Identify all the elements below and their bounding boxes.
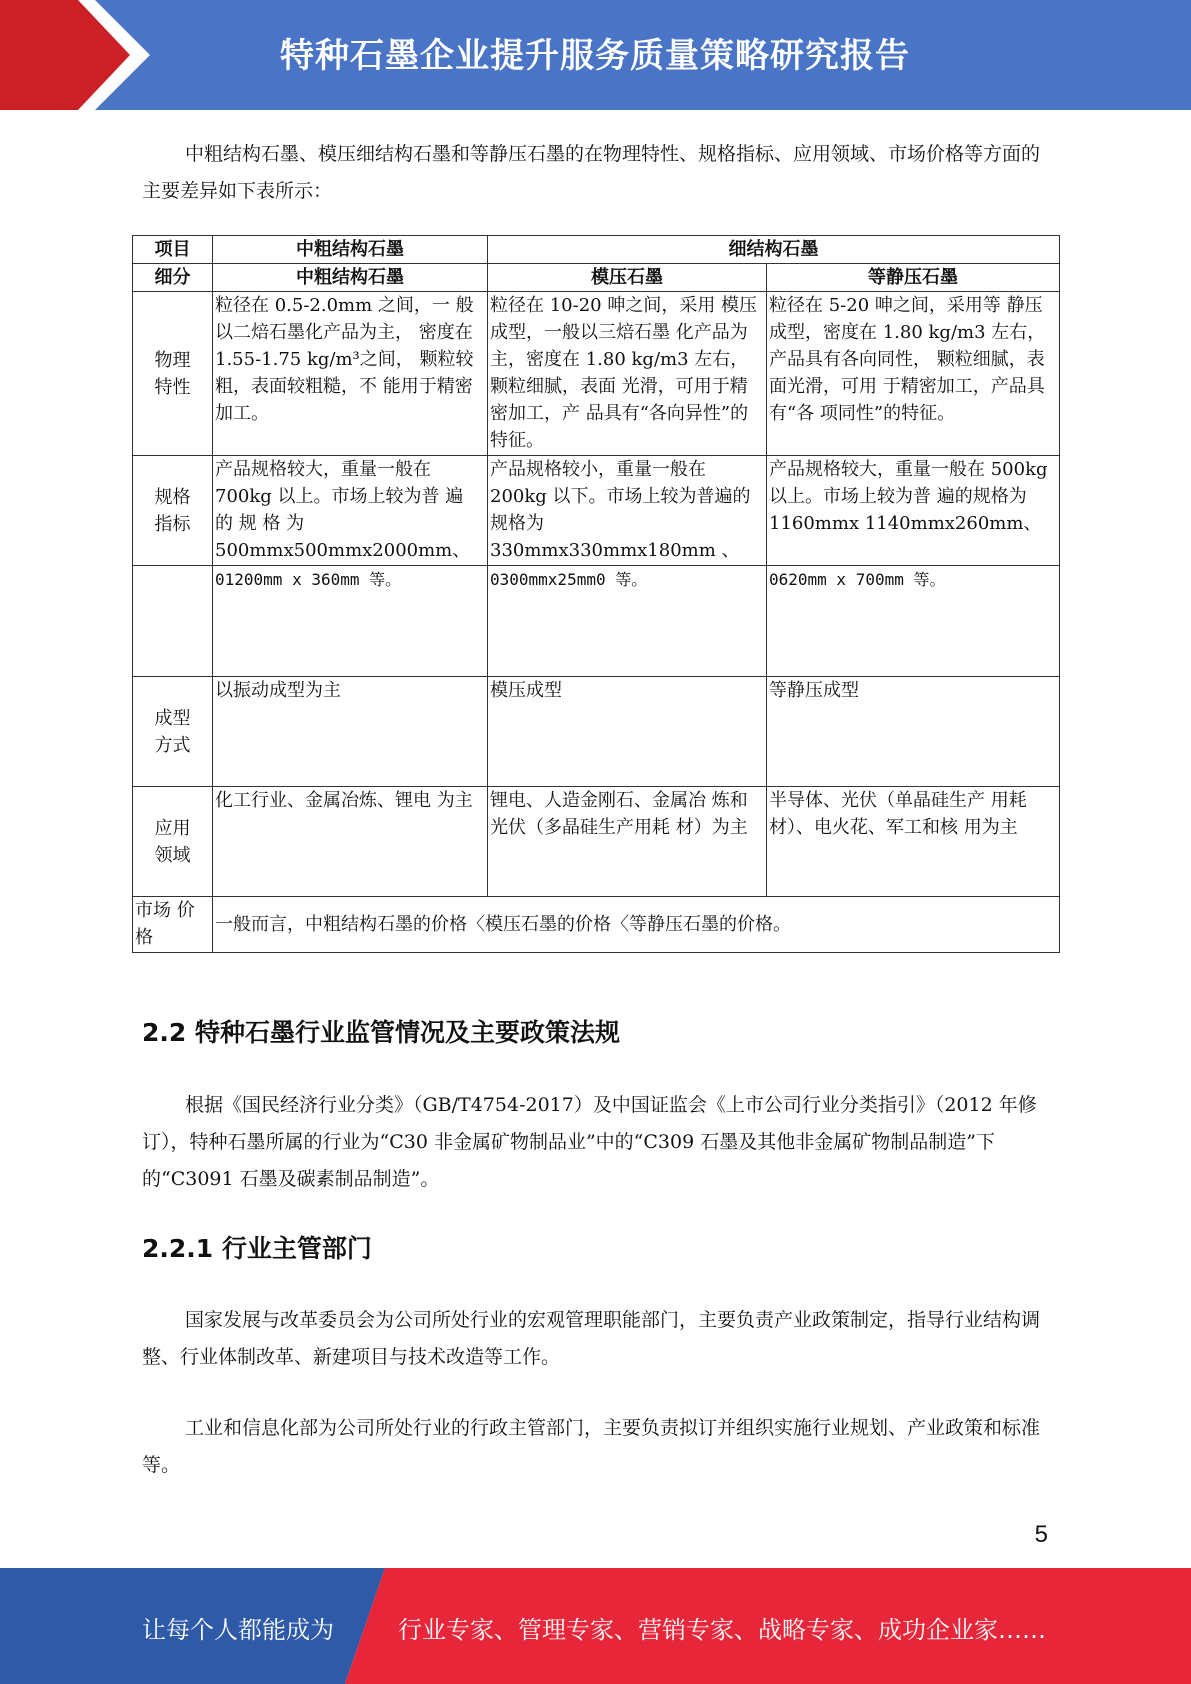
report-title: 特种石墨企业提升服务质量策略研究报告: [280, 36, 910, 76]
cell-coarse: 01200mm x 360mm 等。: [213, 566, 488, 677]
footer-slogan-left: 让每个人都能成为: [142, 1616, 334, 1644]
cell-iso: 等静压成型: [767, 677, 1060, 787]
table-row: [133, 787, 1060, 897]
cell-molded: 锂电、人造金刚石、金属冶 炼和光伏（多晶硅生产用耗 材）为主: [488, 787, 767, 897]
row-label: [133, 566, 213, 677]
section-2-2-1-paragraph-2: 工业和信息化部为公司所处行业的行政主管部门，主要负责拟订并组织实施行业规划、产业政策和标准等。: [142, 1417, 1041, 1476]
footer-slogan-right: 行业专家、管理专家、营销专家、战略专家、成功企业家……: [398, 1616, 1046, 1644]
subheader-coarse: 中粗结构石墨: [213, 264, 488, 292]
cell-molded: 模压成型: [488, 677, 767, 787]
row-label: 成型 方式: [133, 677, 213, 787]
cell-coarse: 以振动成型为主: [213, 677, 488, 787]
cell-iso: 半导体、光伏（单晶硅生产 用耗材）、电火花、军工和核 用为主: [767, 787, 1060, 897]
cell-iso: 产品规格较大，重量一般在 500kg 以上。市场上较为普 遍的规格为 1160mmx 1140mmx260mm、: [767, 456, 1060, 566]
row-label: 应用 领域: [133, 787, 213, 897]
header-item: 项目: [133, 236, 213, 264]
table-row: [133, 677, 1060, 787]
cell-coarse: 化工行业、金属冶炼、锂电 为主: [213, 787, 488, 897]
section-2-2-paragraph: 根据《国民经济行业分类》（GB/T4754-2017）及中国证监会《上市公司行业分类指引》（2012 年修订），特种石墨所属的行业为“C30 非金属矿物制品业”中的“C309 石墨及其他非金属矿物制品制造”下的“C3091 石墨及碳素制品制造”。: [142, 1094, 1037, 1190]
cell-molded: 0300mmx25mm0 等。: [488, 566, 767, 677]
cell-coarse: 粒径在 0.5-2.0mm 之间，一 般以二焙石墨化产品为主， 密度在 1.55-1.75 kg/m³之间， 颗粒较粗，表面较粗糙，不 能用于精密加工。: [213, 292, 488, 456]
cell-iso: 粒径在 5-20 呻之间，采用等 静压成型，密度在 1.80 kg/m3 左右，产品具有各向同性， 颗粒细腻，表面光滑，可用 于精密加工，产品具有“各 项同性”的特征。: [767, 292, 1060, 456]
cell-molded: 产品规格较小，重量一般在 200kg 以下。市场上较为普遍的规格为 330mmx330mmx180mm 、: [488, 456, 767, 566]
table-subheader-row: [133, 264, 1060, 292]
row-label: 物理 特性: [133, 292, 213, 456]
row-label-price: 市场 价格: [133, 897, 213, 953]
table-row: [133, 292, 1060, 456]
row-label: 规格 指标: [133, 456, 213, 566]
header-fine: 细结构石墨: [488, 236, 1060, 264]
table-header-row: [133, 236, 1060, 264]
table-row: [133, 566, 1060, 677]
page-number: 5: [1034, 1521, 1048, 1548]
cell-coarse: 产品规格较大，重量一般在 700kg 以上。市场上较为普 遍 的 规 格 为 500mmx500mmx2000mm、: [213, 456, 488, 566]
section-heading-2-2: 2.2 特种石墨行业监管情况及主要政策法规: [142, 1018, 620, 1047]
graphite-comparison-table: [132, 235, 1060, 953]
section-2-2-1-paragraph-1: 国家发展与改革委员会为公司所处行业的宏观管理职能部门，主要负责产业政策制定，指导行业结构调整、行业体制改革、新建项目与技术改造等工作。: [142, 1309, 1041, 1368]
subheader-molded: 模压石墨: [488, 264, 767, 292]
page-header: [0, 0, 1191, 110]
header-coarse: 中粗结构石墨: [213, 236, 488, 264]
page-footer: [0, 1568, 1191, 1684]
subheader-item: 细分: [133, 264, 213, 292]
table-row: [133, 456, 1060, 566]
section-heading-2-2-1: 2.2.1 行业主管部门: [142, 1234, 372, 1263]
intro-paragraph: 中粗结构石墨、模压细结构石墨和等静压石墨的在物理特性、规格指标、应用领域、市场价格等方面的主要差异如下表所示：: [142, 143, 1041, 202]
table-row-price: [133, 897, 1060, 953]
cell-price: 一般而言，中粗结构石墨的价格〈模压石墨的价格〈等静压石墨的价格。: [213, 897, 1060, 953]
cell-molded: 粒径在 10-20 呻之间，采用 模压成型，一般以三焙石墨 化产品为主，密度在 1.80 kg/m3 左右，颗粒细腻，表面 光滑，可用于精密加工，产 品具有“各向异性”的特征。: [488, 292, 767, 456]
cell-iso: 0620mm x 700mm 等。: [767, 566, 1060, 677]
subheader-iso: 等静压石墨: [767, 264, 1060, 292]
